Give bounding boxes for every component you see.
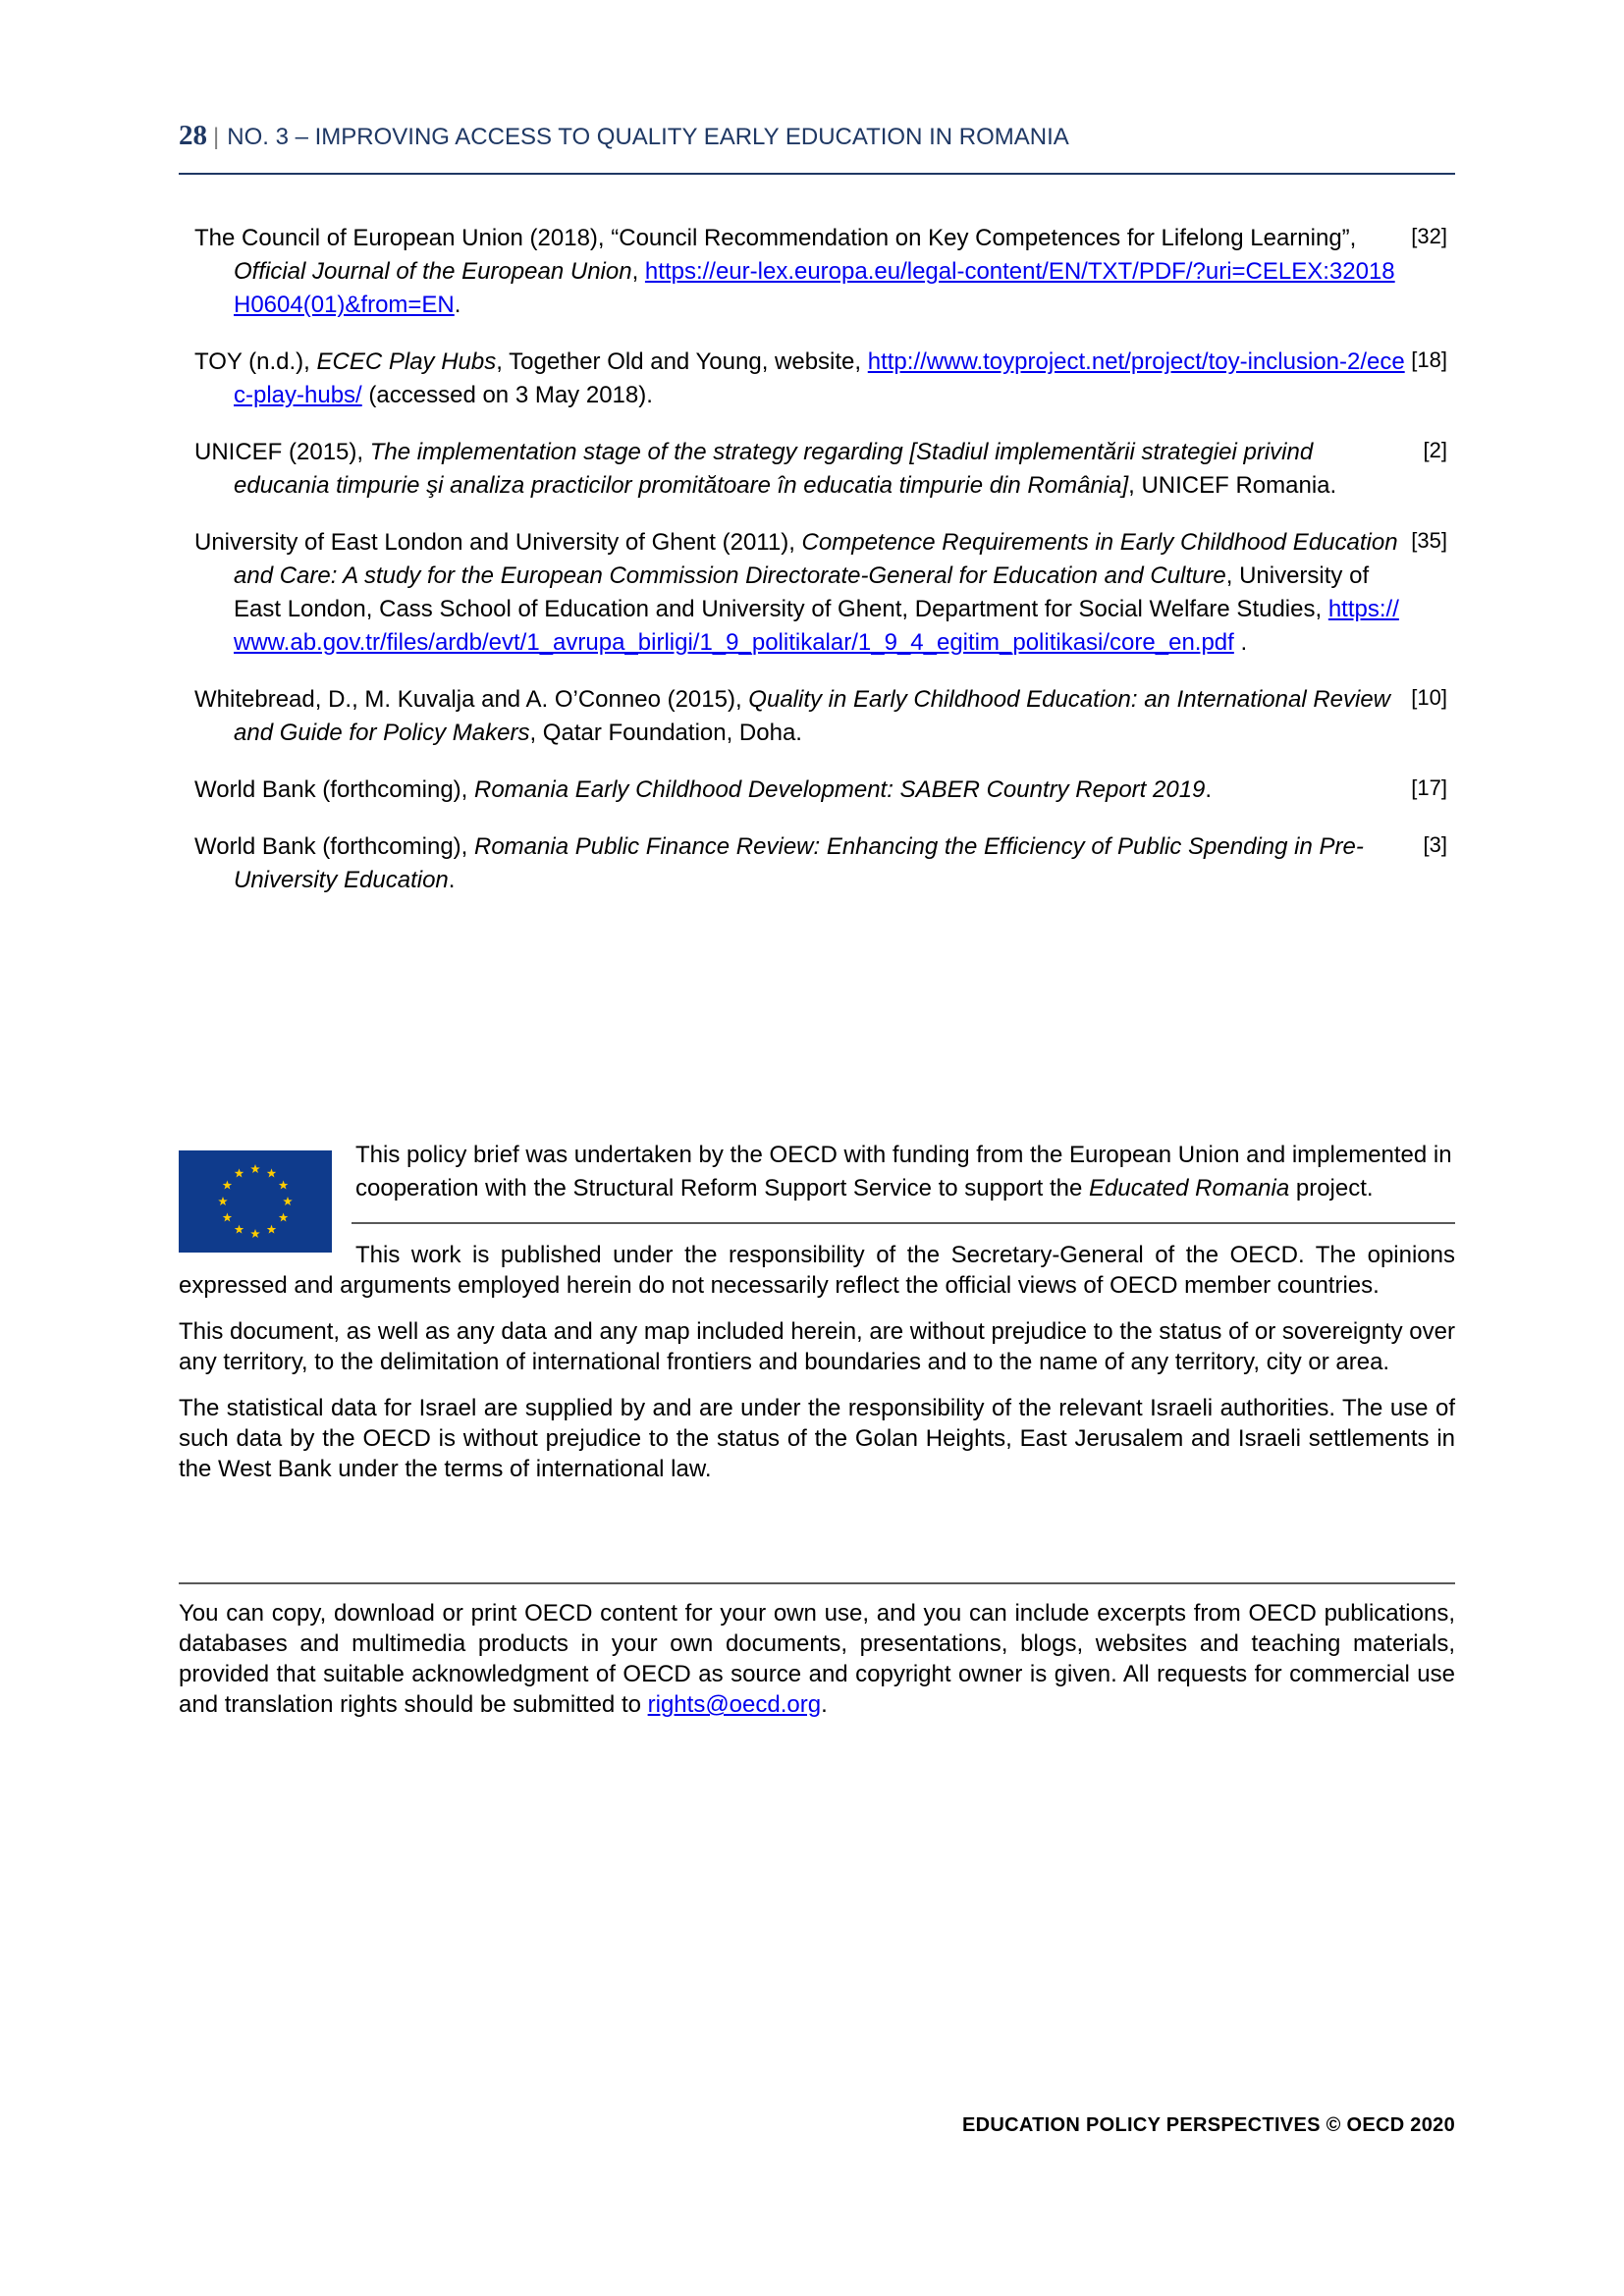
reference-number: [10]	[1411, 685, 1447, 710]
eu-star-icon	[250, 1164, 260, 1173]
reference-plain: The Council of European Union (2018), “Council Recommendation on Key Competences for Lifelong Learning”,	[194, 225, 1357, 251]
header-separator: |	[213, 124, 220, 150]
reference-entry	[194, 774, 1447, 807]
eu-flag-icon	[179, 1150, 332, 1253]
copyright-text: You can copy, download or print OECD content for your own use, and you can include excerpts from OECD publications, databases and multimedia products in your own documents, presentations, blogs, websites and teaching materials, provided that suitable acknowledgment of OECD as source and copyright owner is given. All requests for commercial use and translation rights should be submitted to	[179, 1600, 1455, 1718]
eu-star-icon	[283, 1197, 293, 1205]
reference-plain: World Bank (forthcoming),	[194, 776, 474, 803]
reference-italic: The implementation stage of the strategy regarding [Stadiul implementării strategiei privind educania timpurie şi analiza practicilor promitătoare în educatia timpurie din România]	[234, 439, 1314, 499]
reference-text	[194, 774, 1407, 807]
reference-entry	[194, 436, 1447, 503]
reference-plain: TOY (n.d.),	[194, 348, 317, 375]
reference-list	[194, 222, 1447, 921]
disclaimer-paragraph: This work is published under the responsibility of the Secretary-General of the OECD. The opinions expressed and arguments employed herein do not necessarily reflect the official views of OECD member countries.	[179, 1242, 1455, 1299]
reference-entry	[194, 526, 1447, 660]
header-title: NO. 3 – IMPROVING ACCESS TO QUALITY EARLY EDUCATION IN ROMANIA	[227, 124, 1069, 150]
reference-plain: .	[448, 867, 456, 893]
running-header	[179, 120, 1455, 152]
eu-star-icon	[223, 1181, 233, 1190]
reference-number: [35]	[1411, 528, 1447, 553]
reference-text	[194, 683, 1407, 750]
reference-text	[194, 830, 1407, 897]
copyright-notice	[179, 1598, 1455, 1720]
reference-italic: Romania Public Finance Review: Enhancing the Efficiency of Public Spending in Pre-University Education	[234, 833, 1364, 893]
reference-italic: Quality in Early Childhood Education: an International Review and Guide for Policy Makers	[234, 686, 1391, 746]
eu-star-icon	[250, 1229, 260, 1238]
reference-plain: , Together Old and Young, website,	[496, 348, 868, 375]
reference-entry	[194, 830, 1447, 897]
reference-link[interactable]: https://www.ab.gov.tr/files/ardb/evt/1_avrupa_birligi/1_9_politikalar/1_9_4_egitim_politikasi/core_en.pdf	[234, 596, 1399, 656]
funding-text-end: project.	[1289, 1175, 1374, 1201]
reference-plain: World Bank (forthcoming),	[194, 833, 474, 860]
funding-text: This policy brief was undertaken by the OECD with funding from the European Union and implemented in cooperation with the Structural Reform Support Service to support the	[355, 1142, 1452, 1201]
reference-text	[194, 436, 1407, 503]
reference-end: .	[1233, 629, 1248, 656]
reference-plain: ,	[631, 258, 645, 285]
rights-email-link[interactable]: rights@oecd.org	[647, 1691, 822, 1718]
page-number: 28	[179, 120, 207, 151]
eu-stars-icon	[179, 1150, 332, 1253]
eu-star-icon	[279, 1213, 289, 1222]
copyright-rule	[179, 1582, 1455, 1584]
reference-end: (accessed on 3 May 2018).	[361, 382, 653, 408]
reference-plain: , UNICEF Romania.	[1128, 472, 1337, 499]
reference-italic: ECEC Play Hubs	[316, 348, 497, 375]
reference-number: [17]	[1411, 775, 1447, 800]
disclaimers	[179, 1240, 1455, 1500]
reference-plain: , University of East London, Cass School of Education and University of Ghent, Department for Social Welfare Studies,	[234, 562, 1370, 622]
disclaimer-paragraph: This document, as well as any data and any map included herein, are without prejudice to the status of or sovereignty over any territory, to the delimitation of international frontiers and boundaries and to the name of any territory, city or area.	[179, 1318, 1455, 1375]
eu-star-icon	[279, 1181, 289, 1190]
eu-star-icon	[267, 1225, 277, 1234]
reference-entry	[194, 683, 1447, 750]
eu-star-icon	[218, 1197, 228, 1205]
reference-text	[194, 222, 1407, 322]
header-rule	[179, 173, 1455, 175]
reference-number: [32]	[1411, 224, 1447, 248]
copyright-end: .	[821, 1691, 828, 1718]
reference-italic: Competence Requirements in Early Childhood Education and Care: A study for the European Commission Directorate-General for Education and Culture	[234, 529, 1398, 589]
reference-number: [18]	[1411, 347, 1447, 372]
reference-text	[194, 526, 1407, 660]
funding-statement	[355, 1139, 1455, 1205]
project-name: Educated Romania	[1089, 1175, 1290, 1201]
reference-plain: UNICEF (2015),	[194, 439, 370, 465]
funding-rule	[352, 1222, 1455, 1224]
eu-star-icon	[235, 1168, 244, 1177]
reference-text	[194, 346, 1407, 412]
reference-italic: Romania Early Childhood Development: SABER Country Report 2019	[474, 776, 1206, 803]
reference-entry	[194, 346, 1447, 412]
reference-plain: , Qatar Foundation, Doha.	[529, 720, 802, 746]
eu-star-icon	[267, 1168, 277, 1177]
page-footer: EDUCATION POLICY PERSPECTIVES © OECD 2020	[962, 2114, 1455, 2136]
reference-entry	[194, 222, 1447, 322]
disclaimer-paragraph: The statistical data for Israel are supplied by and are under the responsibility of the relevant Israeli authorities. The use of such data by the OECD is without prejudice to the status of the Golan Heights, East Jerusalem and Israeli settlements in the West Bank under the terms of international law.	[179, 1395, 1455, 1482]
eu-star-icon	[235, 1225, 244, 1234]
reference-link[interactable]: http://www.toyproject.net/project/toy-inclusion-2/ecec-play-hubs/	[234, 348, 1405, 408]
reference-link[interactable]: https://eur-lex.europa.eu/legal-content/EN/TXT/PDF/?uri=CELEX:32018H0604(01)&from=EN	[234, 258, 1395, 318]
reference-plain: .	[1205, 776, 1213, 803]
eu-star-icon	[223, 1213, 233, 1222]
reference-italic: Official Journal of the European Union	[234, 258, 632, 285]
reference-end: .	[454, 292, 461, 318]
reference-plain: Whitebread, D., M. Kuvalja and A. O’Conneo (2015),	[194, 686, 749, 713]
reference-plain: University of East London and University of Ghent (2011),	[194, 529, 802, 556]
reference-number: [3]	[1423, 832, 1447, 857]
reference-number: [2]	[1423, 438, 1447, 462]
